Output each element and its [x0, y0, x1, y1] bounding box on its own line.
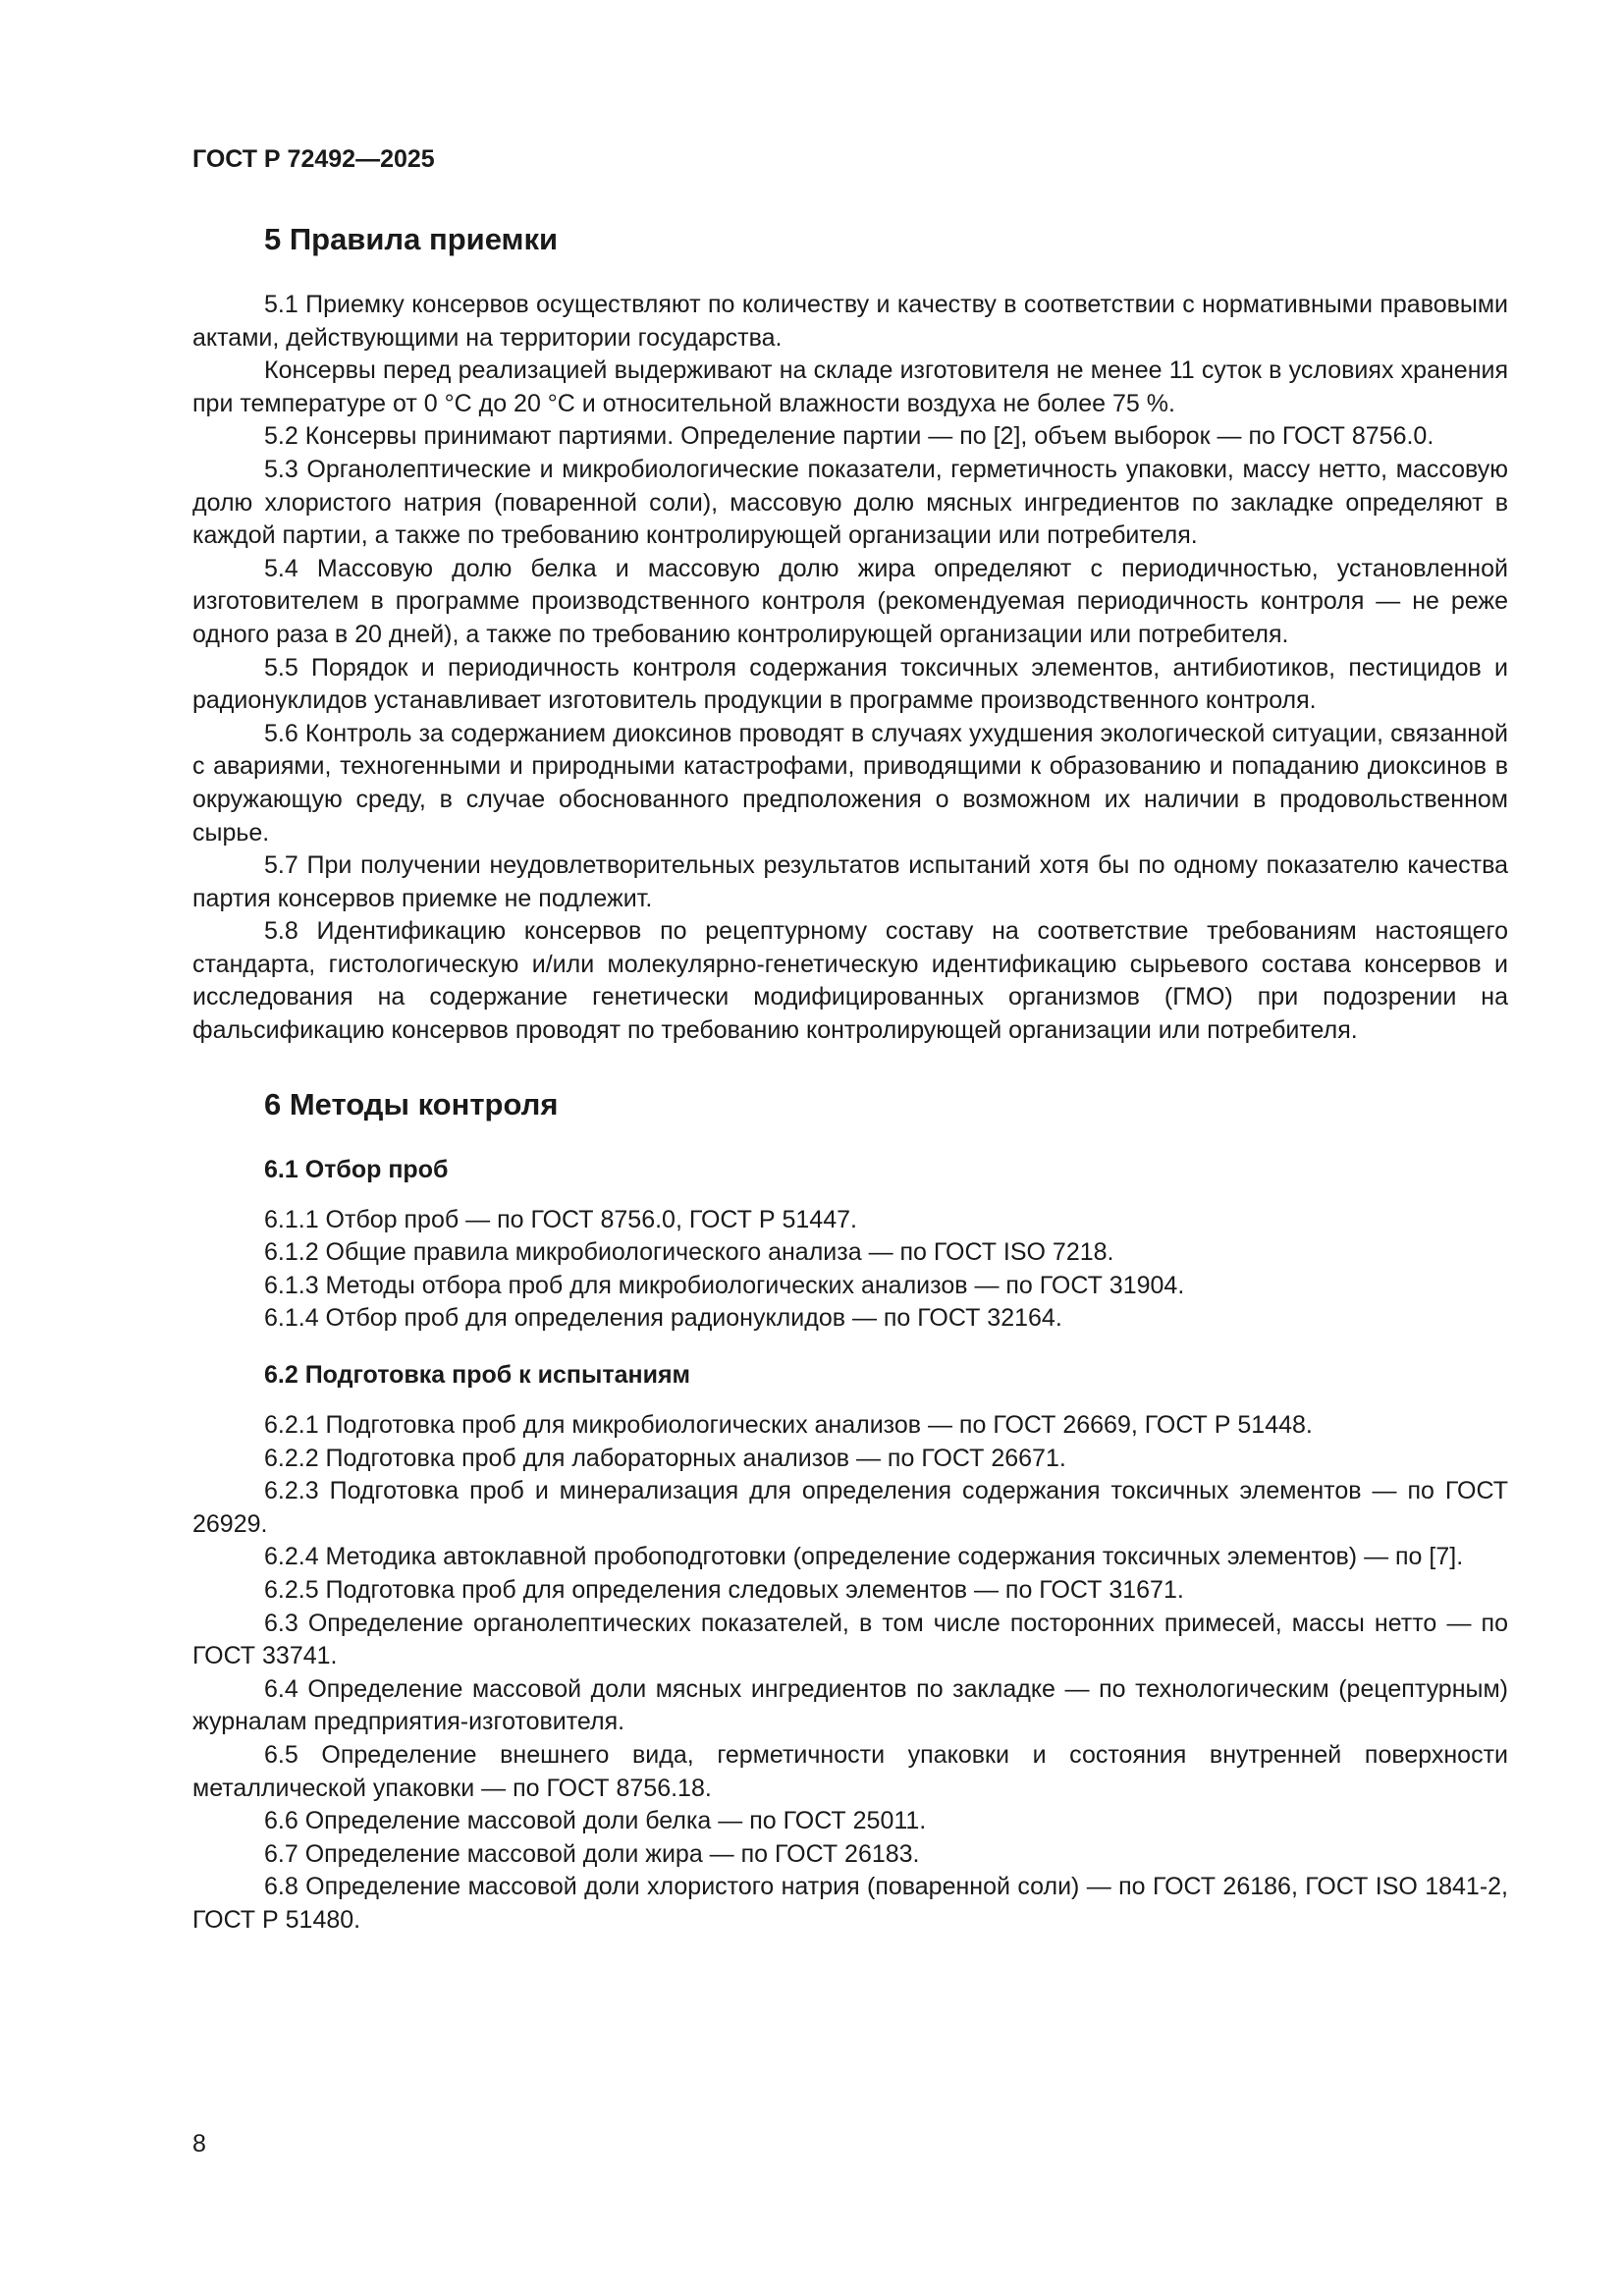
item-6-2-4: 6.2.4 Методика автоклавной пробоподготовки (определение содержания токсичных элементов) — по [7].: [264, 1543, 1464, 1571]
item-6-5: 6.5 Определение внешнего вида, герметичности упаковки и состояния внутренней поверхности металлической упаковки — по ГОСТ 8756.18.: [192, 1740, 1508, 1802]
page-number: 8: [192, 2130, 206, 2158]
paragraph-5-1: 5.1 Приемку консервов осуществляют по количеству и качеству в соответствии с нормативными правовыми актами, действующими на территории государства.: [192, 291, 1508, 352]
paragraph-5-8: 5.8 Идентификацию консервов по рецептурному составу на соответствие требованиям настоящего стандарта, гистологическую и/или молекулярно-генетическую идентификацию сырьевого состава консервов и исследования на содержание генетически модифицированных организмов (ГМО) при подозрении на фальсификацию консервов проводят по требованию контролирующей организации или потребителя.: [192, 917, 1508, 1045]
section-5-title: 5 Правила приемки: [264, 222, 559, 256]
section-6-title: 6 Методы контроля: [264, 1086, 559, 1121]
subsection-6-1-body: [192, 1204, 1508, 1336]
subsection-6-1-title: 6.1 Отбор проб: [264, 1155, 449, 1183]
item-6-2-3: 6.2.3 Подготовка проб и минерализация для определения содержания токсичных элементов — по ГОСТ 26929.: [192, 1477, 1508, 1538]
item-6-1-4: 6.1.4 Отбор проб для определения радионуклидов — по ГОСТ 32164.: [264, 1304, 1062, 1333]
subsection-6-2-title: 6.2 Подготовка проб к испытаниям: [264, 1361, 691, 1390]
item-6-7: 6.7 Определение массовой доли жира — по ГОСТ 26183.: [264, 1839, 920, 1868]
item-6-2-1: 6.2.1 Подготовка проб для микробиологических анализов — по ГОСТ 26669, ГОСТ Р 51448.: [264, 1411, 1313, 1440]
paragraph-5-4: 5.4 Массовую долю белка и массовую долю жира определяют с периодичностью, установленной изготовителем в программе производственного контроля (рекомендуемая периодичность контроля — не реже одного раза в 20 дней), а также по требованию контролирующей организации или потребителя.: [192, 554, 1508, 648]
paragraph-5-2: 5.2 Консервы принимают партиями. Определение партии — по [2], объем выборок — по ГОСТ 8756.0.: [264, 422, 1434, 451]
paragraph-5-5: 5.5 Порядок и периодичность контроля содержания токсичных элементов, антибиотиков, пестицидов и радионуклидов устанавливает изготовитель продукции в программе производственного контроля.: [192, 653, 1508, 715]
paragraph-5-3: 5.3 Органолептические и микробиологические показатели, герметичность упаковки, массу нетто, массовую долю хлористого натрия (поваренной соли), массовую долю мясных ингредиентов по закладке определяют в каждой партии, а также по требованию контролирующей организации или потребителя.: [192, 455, 1508, 550]
item-6-2-5: 6.2.5 Подготовка проб для определения следовых элементов — по ГОСТ 31671.: [264, 1576, 1184, 1604]
item-6-1-2: 6.1.2 Общие правила микробиологического анализа — по ГОСТ ISO 7218.: [264, 1238, 1114, 1267]
item-6-4: 6.4 Определение массовой доли мясных ингредиентов по закладке — по технологическим (рецептурным) журналам предприятия-изготовителя.: [192, 1674, 1508, 1736]
page-content: [192, 220, 1508, 1938]
section-5-body: [192, 289, 1508, 1048]
item-6-1-1: 6.1.1 Отбор проб — по ГОСТ 8756.0, ГОСТ Р 51447.: [264, 1205, 857, 1233]
paragraph-5-6: 5.6 Контроль за содержанием диоксинов проводят в случаях ухудшения экологической ситуации, связанной с авариями, техногенными и природными катастрофами, приводящими к образованию и попаданию диоксинов в окружающую среду, в случае обоснованного предположения о возможном их наличии в продовольственном сырье.: [192, 719, 1508, 847]
item-6-8: 6.8 Определение массовой доли хлористого натрия (поваренной соли) — по ГОСТ 26186, ГОСТ ISO 1841-2, ГОСТ Р 51480.: [192, 1873, 1508, 1934]
paragraph-5-7: 5.7 При получении неудовлетворительных результатов испытаний хотя бы по одному показателю качества партия консервов приемке не подлежит.: [192, 851, 1508, 912]
item-6-1-3: 6.1.3 Методы отбора проб для микробиологических анализов — по ГОСТ 31904.: [264, 1271, 1185, 1299]
paragraph-5-1-storage: Консервы перед реализацией выдерживают на складе изготовителя не менее 11 суток в условиях хранения при температуре от 0 °С до 20 °С и относительной влажности воздуха не более 75 %.: [192, 356, 1508, 417]
item-6-6: 6.6 Определение массовой доли белка — по ГОСТ 25011.: [264, 1807, 927, 1835]
item-6-3: 6.3 Определение органолептических показателей, в том числе посторонних примесей, массы нетто — по ГОСТ 33741.: [192, 1609, 1508, 1670]
subsection-6-2-body: [192, 1409, 1508, 1938]
document-code: ГОСТ Р 72492—2025: [192, 145, 435, 173]
item-6-2-2: 6.2.2 Подготовка проб для лабораторных анализов — по ГОСТ 26671.: [264, 1444, 1066, 1472]
